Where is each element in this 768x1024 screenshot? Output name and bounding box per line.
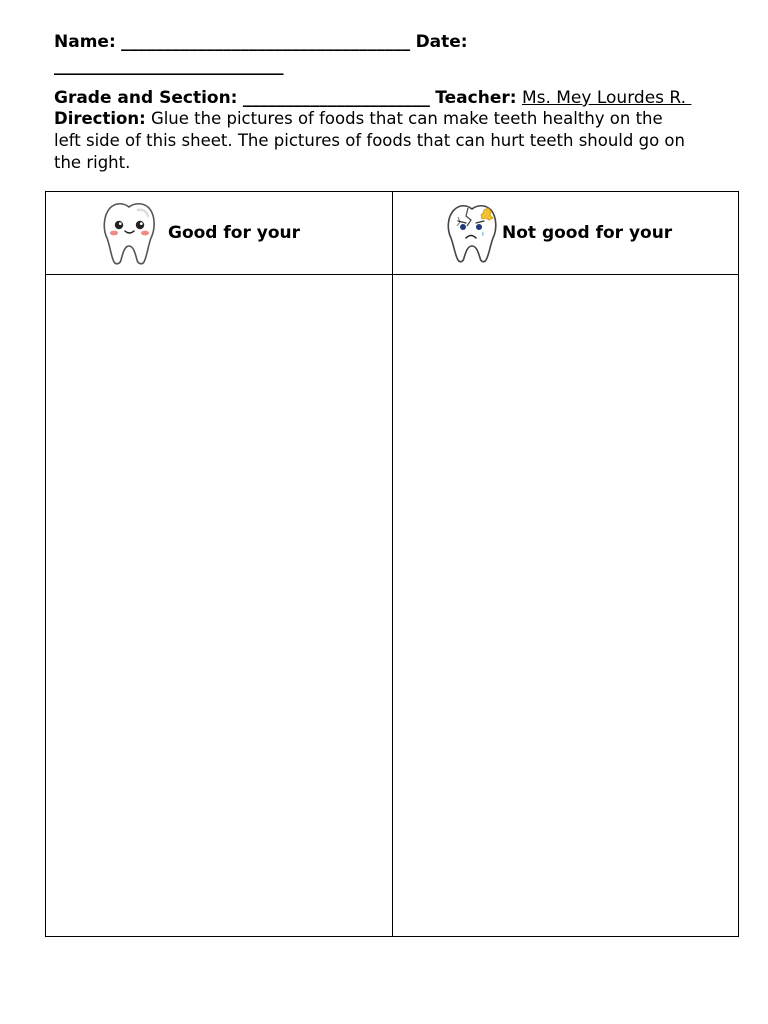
date-label: Date: — [415, 32, 468, 52]
date-blank-line — [54, 56, 284, 76]
teacher-label: Teacher: — [435, 88, 517, 108]
grade-label: Grade and Section: — [54, 88, 238, 108]
name-blank[interactable]: __________________________________ — [121, 32, 411, 52]
grade-teacher-line — [54, 88, 691, 108]
sorting-table — [45, 191, 739, 937]
name-label: Name: — [54, 32, 116, 52]
good-foods-area[interactable] — [46, 275, 392, 936]
grade-blank[interactable]: ______________________ — [242, 88, 430, 108]
name-date-line — [54, 32, 468, 52]
direction-label: Direction: — [54, 109, 146, 128]
bad-header-label: Not good for your — [502, 223, 673, 243]
happy-tooth-icon — [98, 200, 160, 266]
date-blank[interactable]: ___________________________ — [54, 56, 284, 76]
direction-paragraph — [54, 108, 694, 174]
good-column-header — [98, 192, 300, 274]
direction-text: Glue the pictures of foods that can make teeth healthy on the left side of this sheet. The pictures of foods that can hurt teeth should go on the right. — [54, 109, 685, 172]
sad-broken-tooth-icon — [444, 202, 500, 264]
good-header-label: Good for your — [168, 223, 301, 243]
bad-column-header — [444, 192, 672, 274]
teacher-name: Ms. Mey Lourdes R. — [521, 88, 692, 108]
bad-foods-area[interactable] — [393, 275, 738, 936]
